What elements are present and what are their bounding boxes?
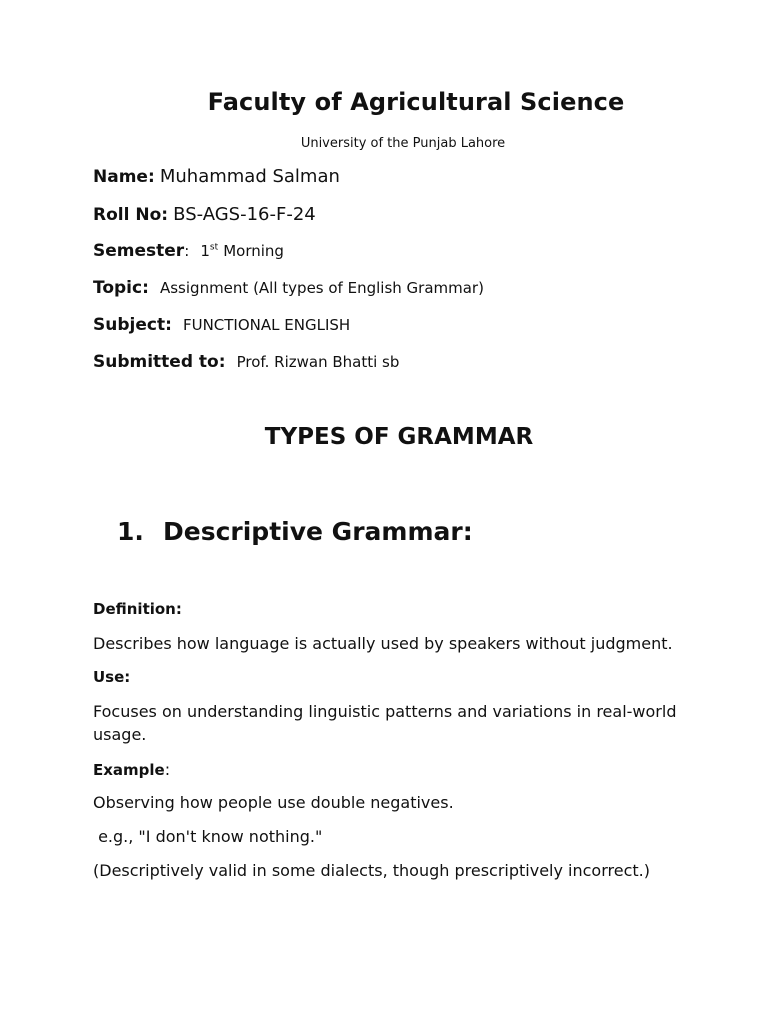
topic-label: Topic: — [93, 278, 149, 298]
semester-value: Morning — [223, 242, 284, 260]
name-value: Muhammad Salman — [159, 166, 340, 187]
submitted-value: Prof. Rizwan Bhatti sb — [236, 353, 400, 371]
heading-descriptive-grammar — [117, 517, 473, 546]
document-subtitle: University of the Punjab Lahore — [300, 136, 506, 151]
info-submitted-row — [93, 352, 399, 372]
heading-number: 1. — [117, 517, 144, 546]
heading-text: Descriptive Grammar: — [163, 517, 473, 546]
name-label: Name: — [93, 167, 155, 187]
semester-number: 1 — [200, 242, 210, 260]
info-subject-row — [93, 315, 350, 335]
info-semester-row — [93, 241, 284, 261]
submitted-label: Submitted to: — [93, 352, 226, 372]
example-text-3: (Descriptively valid in some dialects, though prescriptively incorrect.) — [93, 861, 650, 880]
example-text-2: e.g., "I don't know nothing." — [93, 827, 323, 846]
use-text: Focuses on understanding linguistic patterns and variations in real-world usage. — [93, 702, 677, 744]
document-title: Faculty of Agricultural Science — [207, 88, 625, 116]
use-label: Use: — [93, 668, 131, 686]
semester-label: Semester — [93, 241, 185, 261]
subject-label: Subject: — [93, 315, 172, 335]
example-label: Example — [93, 761, 165, 779]
info-topic-row — [93, 278, 484, 298]
roll-label: Roll No: — [93, 205, 169, 225]
subject-value: FUNCTIONAL ENGLISH — [182, 316, 351, 334]
example-text-1: Observing how people use double negatives. — [93, 793, 454, 812]
definition-text: Describes how language is actually used by speakers without judgment. — [93, 634, 673, 653]
topic-value: Assignment (All types of English Grammar) — [159, 279, 484, 297]
info-roll-row — [93, 204, 316, 225]
example-label-row — [93, 758, 683, 782]
semester-sep: : — [184, 242, 190, 260]
info-name-row — [93, 166, 340, 187]
semester-ordinal: st — [209, 242, 219, 253]
definition-label: Definition: — [93, 600, 182, 618]
section-title: TYPES OF GRAMMAR — [264, 424, 534, 450]
roll-value: BS-AGS-16-F-24 — [173, 204, 316, 225]
example-colon: : — [164, 760, 171, 779]
